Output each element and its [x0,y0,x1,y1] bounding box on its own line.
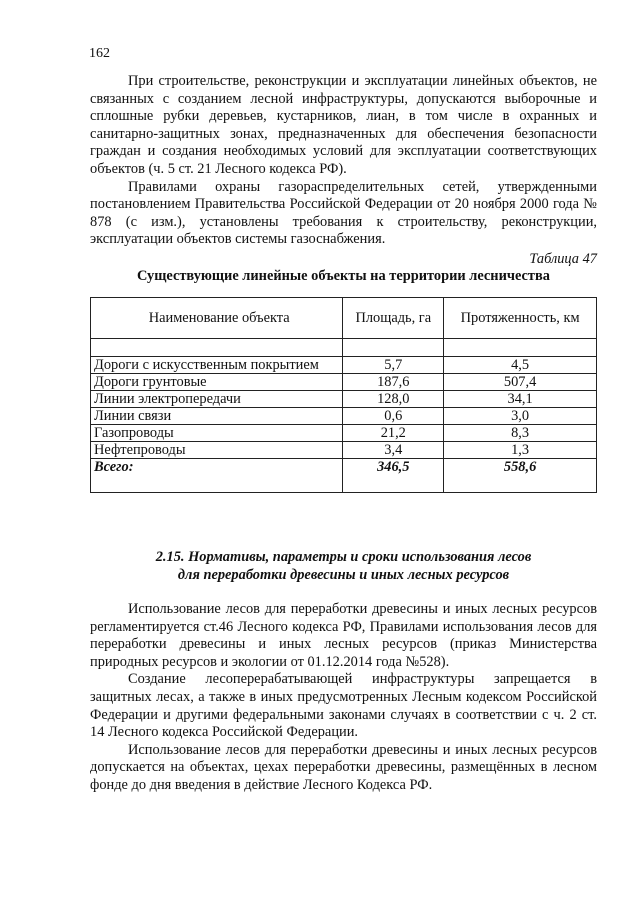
table-row [91,391,597,408]
section-heading-line1: 2.15. Нормативы, параметры и сроки использования лесов [155,549,532,565]
cell-area: 187,6 [343,374,444,391]
header-name: Наименование объекта [91,298,343,339]
cell-name: Линии связи [91,408,343,425]
cell-length: 3,0 [444,408,597,425]
linear-objects-table [90,297,597,493]
section-heading-line2: для переработки древесины и иных лесных ресурсов [177,567,510,583]
cell-length: 1,3 [444,442,597,459]
cell-name: Газопроводы [91,425,343,442]
table-title: Существующие линейные объекты на территории лесничества [137,268,550,284]
cell-length: 507,4 [444,374,597,391]
paragraph: При строительстве, реконструкции и эксплуатации линейных объектов, не связанных с созданием лесной инфраструктуры, допускаются выборочные и сплошные рубки деревьев, кустарников, лиан, в том числе в охранных и санитарно-защитных зонах, предназначенных для обеспечения безопасности граждан и создания необходимых условий для эксплуатации соответствующих объектов (ч. 5 ст. 21 Лесного кодекса РФ). [90,73,597,177]
table-label: Таблица 47 [529,251,597,267]
section-text [90,601,597,795]
total-row [91,459,597,493]
section-heading [90,548,597,584]
cell-area: 0,6 [343,408,444,425]
total-length: 558,6 [444,459,597,493]
table-row [91,357,597,374]
intro-text [90,73,597,249]
cell-length: 4,5 [444,357,597,374]
cell-length: 8,3 [444,425,597,442]
table-row [91,374,597,391]
paragraph: Создание лесоперерабатывающей инфраструктуры запрещается в защитных лесах, а также в иных предусмотренных Лесным кодексом Российской Федерации и другими федеральными законами случаях в соответствии с ч. 2 ст. 14 Лесного кодекса Российской Федерации. [90,671,597,741]
cell-area: 128,0 [343,391,444,408]
table-row [91,442,597,459]
header-length: Протяженность, км [444,298,597,339]
total-label: Всего: [91,459,343,493]
table-row [91,408,597,425]
cell-area: 5,7 [343,357,444,374]
cell-area: 21,2 [343,425,444,442]
cell-area: 3,4 [343,442,444,459]
cell-name: Дороги с искусственным покрытием [91,357,343,374]
header-area: Площадь, га [343,298,444,339]
page-number: 162 [89,46,110,61]
paragraph: Правилами охраны газораспределительных сетей, утвержденными постановлением Правительства Российской Федерации от 20 ноября 2000 года № 878 (с изм.), установлены требования к строительству, реконструкции, эксплуатации объектов системы газоснабжения. [90,178,597,248]
cell-name: Линии электропередачи [91,391,343,408]
total-area: 346,5 [343,459,444,493]
cell-name: Нефтепроводы [91,442,343,459]
cell-length: 34,1 [444,391,597,408]
cell-name: Дороги грунтовые [91,374,343,391]
table-row [91,425,597,442]
paragraph: Использование лесов для переработки древесины и иных лесных ресурсов допускается на объектах, цехах переработки древесины, размещённых в лесном фонде до дня введения в действие Лесного Кодекса РФ. [90,741,597,793]
paragraph: Использование лесов для переработки древесины и иных лесных ресурсов регламентируется ст.46 Лесного кодекса РФ, Правилами использования лесов для переработки древесины и иных лесных ресурсов (приказ Министерства природных ресурсов и экологии от 01.12.2014 года №528). [90,601,597,670]
